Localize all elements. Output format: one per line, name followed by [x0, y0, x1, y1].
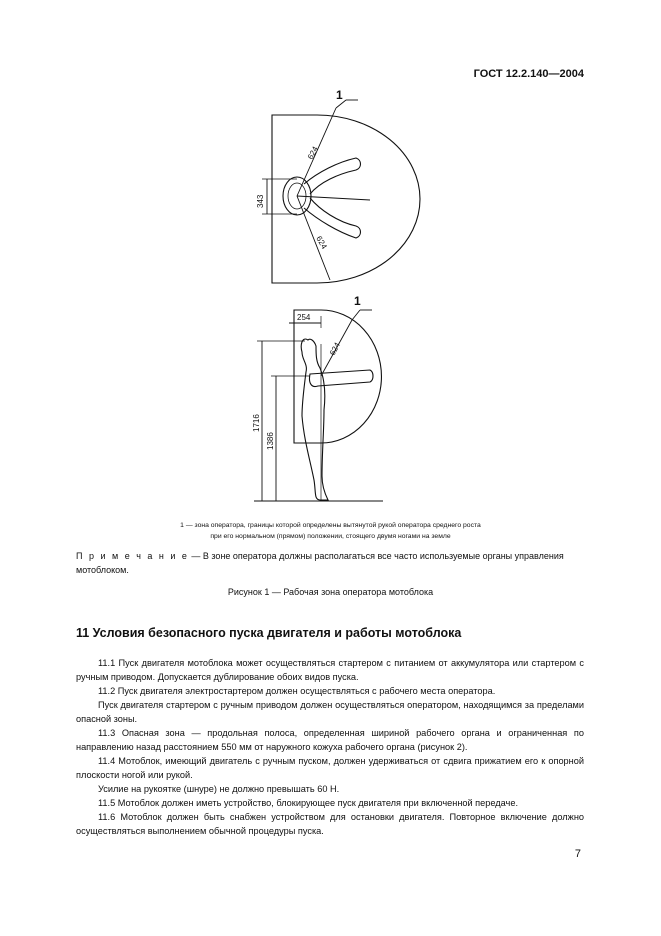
top-view-dim-width: 343	[256, 194, 265, 208]
top-view-dim-radius-upper: 624	[305, 144, 321, 161]
note-text: — В зоне оператора должны располагаться все часто используемые органы управления мотоблоком.	[76, 551, 564, 575]
top-view-callout: 1	[336, 88, 343, 102]
paragraph: 11.3 Опасная зона — продольная полоса, определенная шириной рабочего органа и ограниченная по направлению назад расстоянием 550 мм от наружного кожуха рабочего органа (рисунок 2).	[76, 728, 584, 752]
side-view-dim-height-total: 1716	[252, 414, 261, 432]
document-header: ГОСТ 12.2.140—2004	[473, 68, 584, 80]
side-view-dim-depth: 254	[297, 313, 311, 322]
note-label: П р и м е ч а н и е	[76, 551, 189, 561]
top-view-drawing	[262, 100, 420, 283]
side-view-operator-silhouette	[301, 339, 328, 500]
figure-legend-line-2: при его нормальном (прямом) положении, стоящего двумя ногами на земле	[210, 533, 451, 540]
side-view-drawing	[254, 310, 383, 501]
top-view-radius-lower	[297, 196, 370, 200]
side-view-callout: 1	[354, 294, 361, 308]
figure-note	[76, 549, 584, 577]
figure-legend	[0, 520, 661, 542]
side-view-extended-arm	[309, 370, 373, 387]
top-view-dim-radius-lower: 624	[314, 234, 329, 251]
top-view-upper-arm	[304, 158, 361, 194]
figure-legend-line-1: 1 — зона оператора, границы которой определены вытянутой рукой оператора среднего роста	[180, 522, 481, 529]
paragraph: 11.6 Мотоблок должен быть снабжен устройством для остановки двигателя. Повторное включение должно осуществляться выполнением обычной процедуры пуска.	[76, 812, 584, 836]
paragraph: 11.1 Пуск двигателя мотоблока может осуществляться стартером с питанием от аккумулятора или стартером с ручным приводом. Допускается дублирование обоих видов пуска.	[76, 658, 584, 682]
paragraph: 11.4 Мотоблок, имеющий двигатель с ручным пуском, должен удерживаться от сдвига прижатием его к опорной плоскости ногой или рукой.	[76, 756, 584, 780]
side-view-dim-height-shoulder: 1386	[266, 432, 275, 450]
top-view-lower-arm	[304, 198, 361, 238]
paragraph: Усилие на рукоятке (шнуре) не должно превышать 60 Н.	[98, 784, 340, 794]
paragraph: Пуск двигателя стартером с ручным приводом должен осуществляться оператором, находящимся за пределами опасной зоны.	[76, 700, 584, 724]
side-view-zone-outline	[294, 310, 381, 443]
page-number: 7	[574, 848, 581, 860]
paragraph: 11.5 Мотоблок должен иметь устройство, блокирующее пуск двигателя при включенной передаче.	[98, 798, 519, 808]
section-title: 11 Условия безопасного пуска двигателя и работы мотоблока	[76, 626, 462, 640]
section-body	[76, 656, 584, 838]
figure-caption: Рисунок 1 — Рабочая зона оператора мотоблока	[227, 587, 434, 597]
paragraph: 11.2 Пуск двигателя электростартером должен осуществляться с рабочего места оператора.	[98, 686, 496, 696]
side-view-dim-radius: 624	[327, 340, 343, 357]
